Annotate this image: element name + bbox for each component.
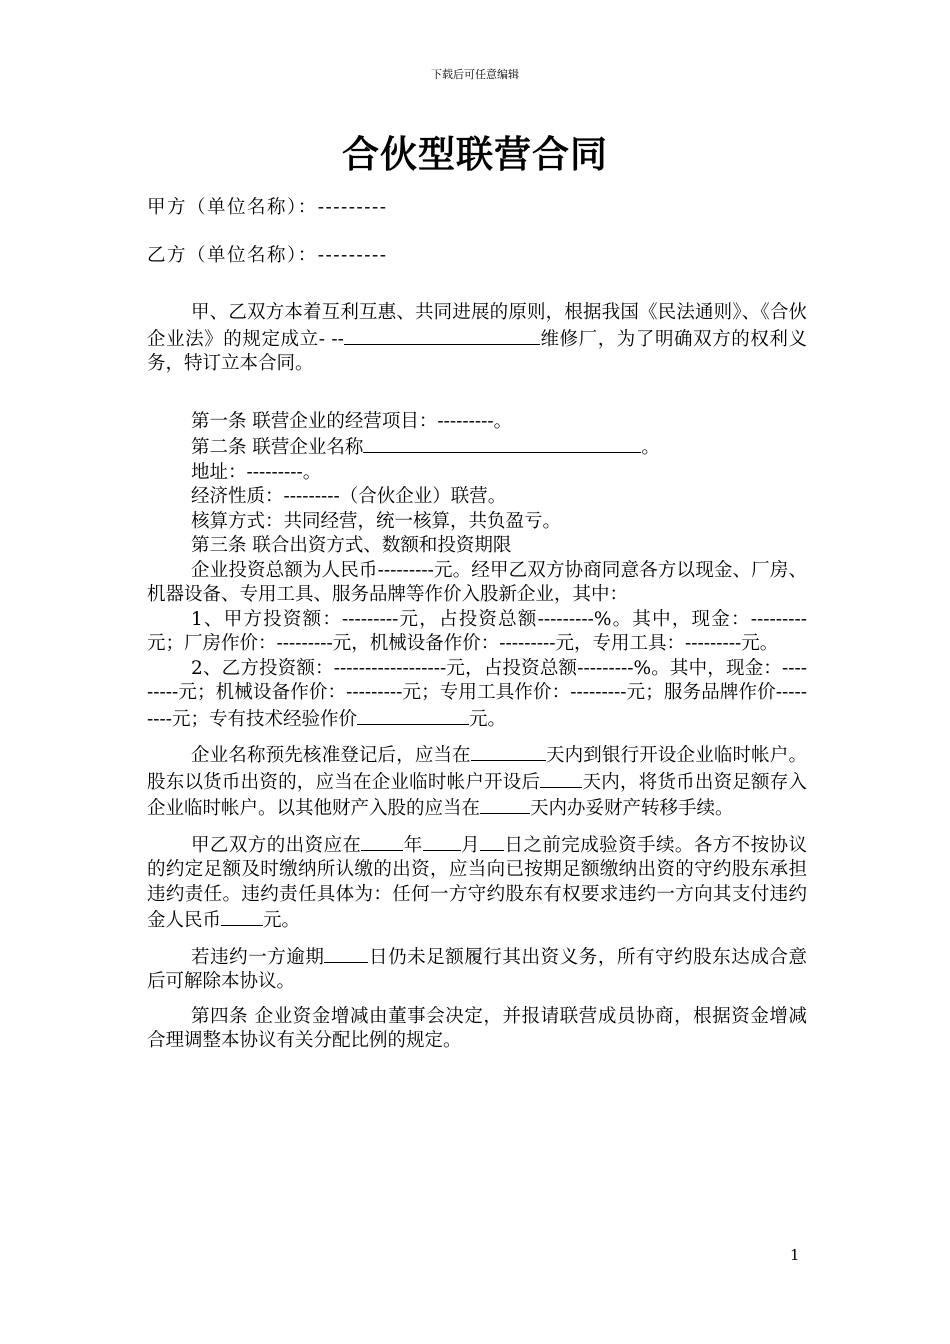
document-body (147, 196, 807, 1054)
page-number: 1 (790, 1246, 800, 1264)
deadline-t5: 元。 (263, 910, 301, 931)
header-note: 下载后可任意编辑 (431, 68, 519, 81)
address-line: 地址：---------。 (191, 461, 322, 483)
deadline-t4: 日之前完成验资手续。各方不按协议的约定足额及时缴纳所认缴的出资，应当向已按期足额缴纳出资的守约股东承担违约责任。违约责任具体为：任何一方守约股东有权要求违约一方向其支付违约金人民币 (147, 834, 807, 931)
article-2 (147, 434, 807, 461)
overdue-t1: 若违约一方逾期 (191, 946, 325, 968)
economic-nature-line: 经济性质：---------（合伙企业）联营。 (191, 486, 507, 507)
article-2-end: 。 (641, 437, 660, 458)
overdue-days-blank (324, 944, 368, 963)
days-blank-2 (540, 769, 582, 788)
party-b-investment-text: 2、乙方投资额：------------------元，占投资总额---------%。其中，现金：---------元；机械设备作价：---------元；专用工具作价：---------元；服务品牌作价---------元；专有技术经验作价 (147, 657, 807, 730)
tech-value-blank (357, 706, 469, 725)
party-a-investment: 1、甲方投资额：---------元，占投资总额---------%。其中，现金：---------元；厂房作价：---------元，机械设备作价：---------元，专用工具：---------元。 (147, 608, 807, 654)
deadline-t1: 甲乙双方的出资应在 (191, 834, 362, 856)
deadline-t3: 月 (460, 834, 481, 856)
days-blank-1 (471, 742, 546, 761)
party-b-investment (147, 657, 807, 733)
days-blank-3 (480, 795, 530, 814)
overdue-paragraph (147, 944, 807, 995)
intro-blank: - -- (318, 328, 344, 350)
article-4: 第四条 企业资金增减由董事会决定，并报请联营成员协商，根据资金增减合理调整本协议有关分配比例的规定。 (147, 1005, 807, 1051)
registration-t4: 天内办妥财产转移手续。 (530, 798, 734, 819)
total-investment-paragraph: 企业投资总额为人民币---------元。经甲乙双方协商同意各方以现金、厂房、机器设备、专用工具、服务品牌等作价入股新企业，其中： (147, 559, 807, 605)
day-blank (480, 832, 504, 851)
intro-text-after: 维修厂，为了明确双方的权利义务，特订立本合同。 (147, 328, 807, 374)
month-blank (423, 832, 461, 851)
accounting-line: 核算方式：共同经营，统一核算，共负盈亏。 (191, 510, 562, 532)
intro-paragraph (147, 301, 807, 377)
year-blank (361, 832, 403, 851)
deadline-t2: 年 (403, 834, 423, 856)
penalty-blank (221, 907, 263, 926)
article-3: 第三条 联合出资方式、数额和投资期限 (191, 535, 512, 556)
registration-t1: 企业名称预先核准登记后，应当在 (191, 745, 471, 766)
party-a-line: 甲方（单位名称）：--------- (147, 197, 388, 218)
party-b-investment-end: 元。 (469, 708, 507, 730)
registration-t2: 天内到银行开设企业临时帐户。股东以货币出资的，应当在企业临时帐户开设后 (147, 745, 807, 793)
deadline-paragraph (147, 832, 807, 934)
intro-text-before: 甲、乙双方本着互利互惠、共同进展的原则，根据我国《民法通则》、《合伙企业法》的规定成立 (147, 302, 807, 350)
registration-paragraph (147, 742, 807, 822)
document-title: 合伙型联营合同 (342, 133, 608, 176)
party-b-line: 乙方（单位名称）：--------- (147, 244, 388, 266)
overdue-t2: 日仍未足额履行其出资义务，所有守约股东达成合意后可解除本协议。 (147, 946, 807, 992)
registration-t3: 天内，将货币出资足额存入企业临时帐户。以其他财产入股的应当在 (147, 771, 807, 819)
article-2-text: 第二条 联营企业名称 (191, 437, 364, 458)
factory-name-blank (344, 326, 540, 345)
article-1: 第一条 联营企业的经营项目：---------。 (191, 410, 513, 432)
enterprise-name-blank (363, 434, 641, 453)
